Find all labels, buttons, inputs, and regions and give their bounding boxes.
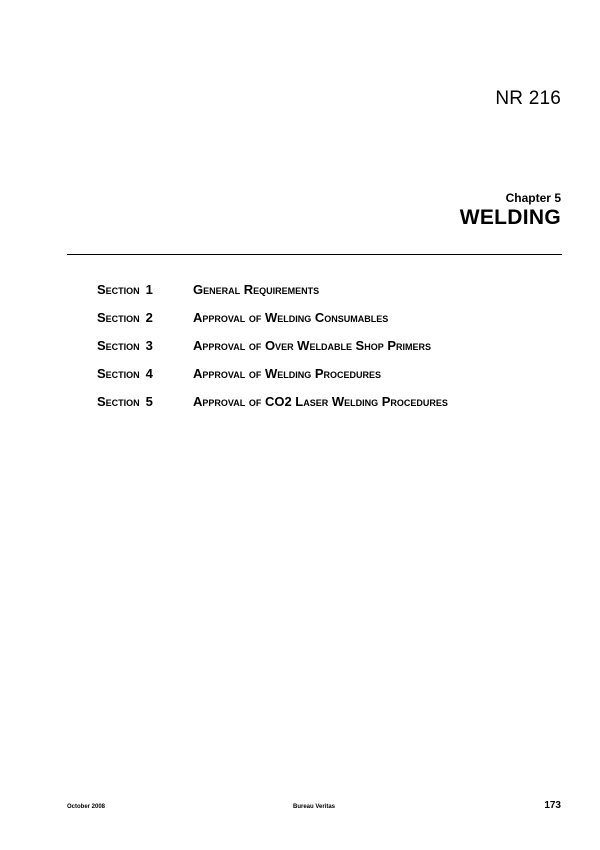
toc-section-word: Section [97,338,140,353]
toc-section-label [97,282,193,297]
toc-section-label [97,338,193,353]
toc-section-word: Section [97,366,140,381]
toc-section-number: 3 [145,338,153,353]
toc-section-label [97,366,193,381]
toc-section-title: Approval of Welding Consumables [193,310,389,325]
toc-section-number: 2 [145,310,153,325]
toc-section-label [97,394,193,409]
toc-section-title: Approval of Over Weldable Shop Primers [193,338,432,353]
toc-row-section-3[interactable] [97,338,567,366]
toc-section-number: 5 [145,394,153,409]
toc-section-number: 1 [145,282,153,297]
toc-row-section-5[interactable] [97,394,567,422]
header-divider [67,254,562,255]
toc-section-label [97,310,193,325]
toc-section-title: General Requirements [193,282,320,297]
chapter-title: WELDING [459,206,561,229]
page-footer [67,800,561,814]
toc-section-word: Section [97,282,140,297]
toc-row-section-4[interactable] [97,366,567,394]
footer-publisher: Bureau Veritas [292,804,336,810]
toc-row-section-1[interactable] [97,282,567,310]
page-number: 173 [544,800,561,811]
toc-section-word: Section [97,394,140,409]
toc-section-title: Approval of CO2 Laser Welding Procedures [193,394,448,409]
document-code: NR 216 [495,88,561,109]
toc-row-section-2[interactable] [97,310,567,338]
table-of-contents [97,282,567,422]
footer-date: October 2008 [67,804,106,810]
toc-section-word: Section [97,310,140,325]
toc-section-number: 4 [145,366,153,381]
chapter-label: Chapter 5 [505,191,561,205]
toc-section-title: Approval of Welding Procedures [193,366,382,381]
